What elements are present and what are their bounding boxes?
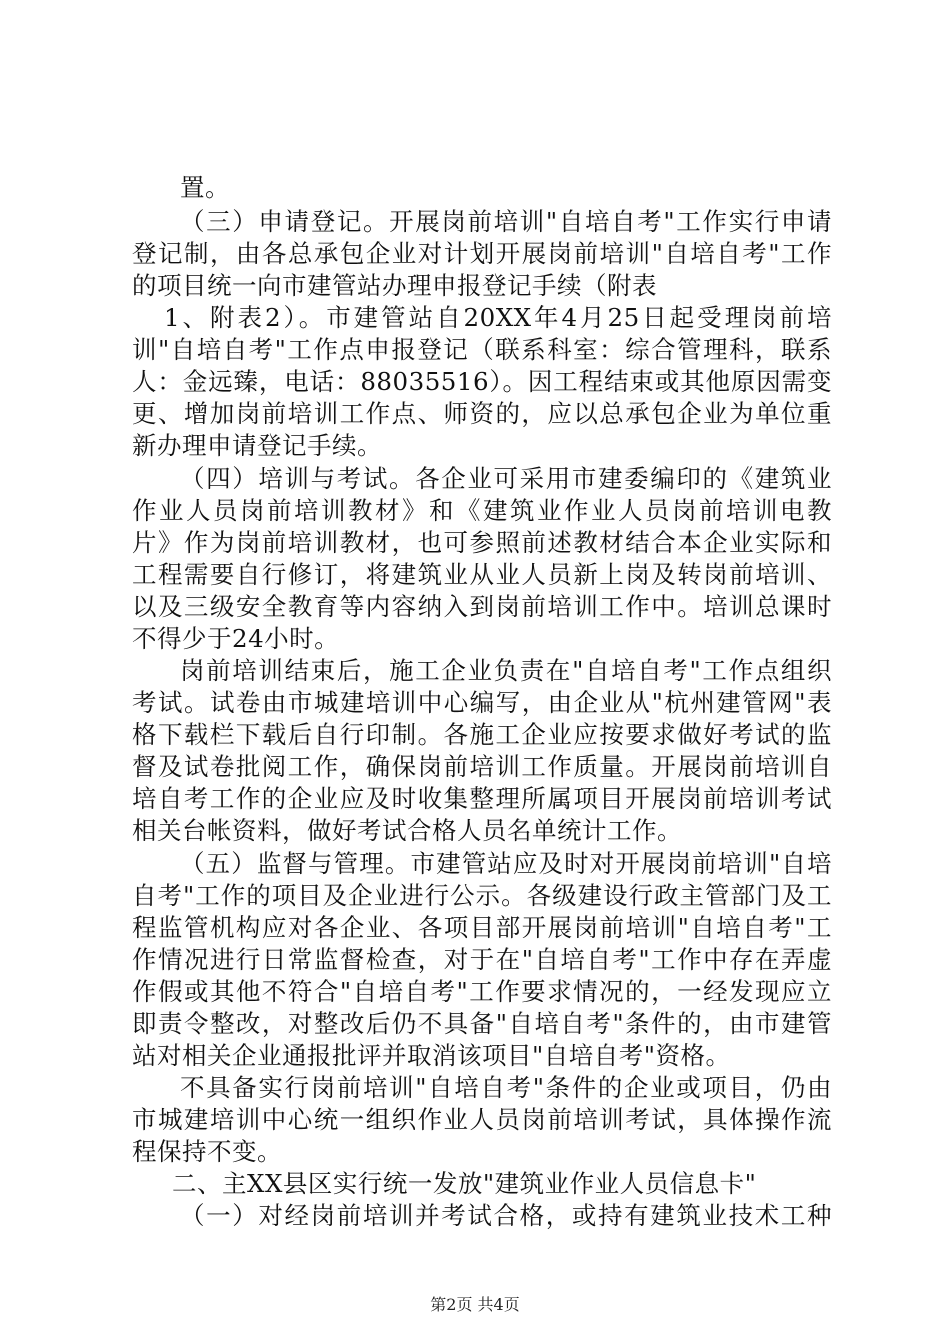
text-line: 作假或其他不符合"自培自考"工作要求情况的，一经发现应立 — [132, 977, 832, 1006]
text-line: 工程需要自行修订，将建筑业从业人员新上岗及转岗前培训、 — [132, 560, 832, 589]
page-footer: 第2页 共4页 — [430, 1295, 520, 1314]
text-line: 片》作为岗前培训教材，也可参照前述教材结合本企业实际和 — [132, 528, 832, 557]
text-line: 岗前培训结束后，施工企业负责在"自培自考"工作点组织 — [180, 656, 832, 685]
section-heading: 二、主XX县区实行统一发放"建筑业作业人员信息卡" — [172, 1169, 757, 1198]
text-line: 考试。试卷由市城建培训中心编写，由企业从"杭州建管网"表 — [132, 688, 832, 717]
text-line: 自考"工作的项目及企业进行公示。各级建设行政主管部门及工 — [132, 881, 832, 910]
text-line: 1、附表2）。市建管站自20XX年4月25日起受理岗前培 — [164, 303, 832, 332]
text-line: 登记制，由各总承包企业对计划开展岗前培训"自培自考"工作 — [132, 239, 832, 268]
text-line: 即责令整改，对整改后仍不具备"自培自考"条件的，由市建管 — [132, 1009, 832, 1038]
text-line: 不具备实行岗前培训"自培自考"条件的企业或项目，仍由 — [180, 1073, 832, 1102]
text-line: 作情况进行日常监督检查，对于在"自培自考"工作中存在弄虚 — [132, 945, 832, 974]
text-line: 督及试卷批阅工作，确保岗前培训工作质量。开展岗前培训自 — [132, 752, 832, 781]
text-line: 程监管机构应对各企业、各项目部开展岗前培训"自培自考"工 — [132, 913, 832, 942]
text-line: 更、增加岗前培训工作点、师资的，应以总承包企业为单位重 — [132, 399, 832, 428]
text-line: （四）培训与考试。各企业可采用市建委编印的《建筑业 — [180, 464, 832, 493]
text-line: 站对相关企业通报批评并取消该项目"自培自考"资格。 — [132, 1041, 731, 1070]
text-line: 置。 — [180, 173, 230, 202]
text-line: 新办理申请登记手续。 — [132, 431, 382, 460]
text-line: 人：金远臻，电话：88035516）。因工程结束或其他原因需变 — [132, 367, 832, 396]
text-line: 的项目统一向市建管站办理申报登记手续（附表 — [132, 271, 657, 300]
text-line: 以及三级安全教育等内容纳入到岗前培训工作中。培训总课时 — [132, 592, 832, 621]
text-line: 作业人员岗前培训教材》和《建筑业作业人员岗前培训电教 — [132, 496, 832, 525]
text-line: 相关台帐资料，做好考试合格人员名单统计工作。 — [132, 816, 682, 845]
text-line: 不得少于24小时。 — [132, 624, 340, 653]
text-line: （三）申请登记。开展岗前培训"自培自考"工作实行申请 — [180, 207, 832, 236]
text-line: 训"自培自考"工作点申报登记（联系科室：综合管理科，联系 — [132, 335, 832, 364]
text-line: 市城建培训中心统一组织作业人员岗前培训考试，具体操作流 — [132, 1105, 832, 1134]
text-line: 程保持不变。 — [132, 1137, 282, 1166]
text-line: （一）对经岗前培训并考试合格，或持有建筑业技术工种 — [180, 1201, 832, 1230]
text-line: （五）监督与管理。市建管站应及时对开展岗前培训"自培 — [180, 849, 832, 878]
text-line: 格下载栏下载后自行印制。各施工企业应按要求做好考试的监 — [132, 720, 832, 749]
text-line: 培自考工作的企业应及时收集整理所属项目开展岗前培训考试 — [132, 784, 832, 813]
